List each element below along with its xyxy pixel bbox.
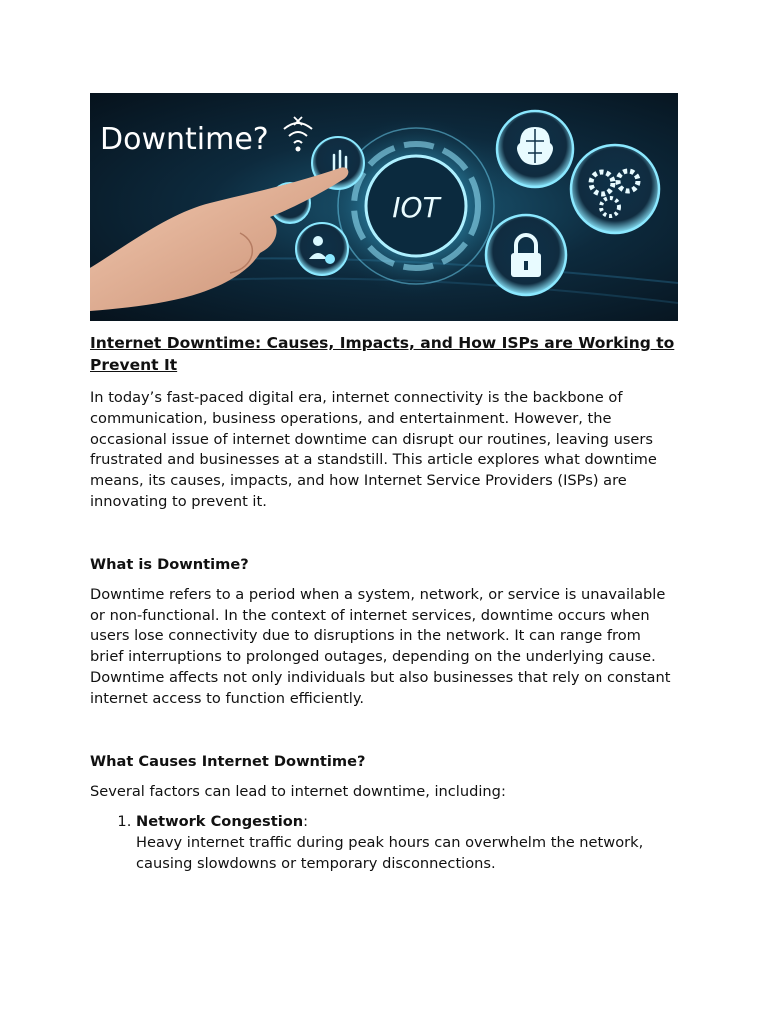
bubble-brain — [497, 111, 573, 187]
list-item-suffix: : — [303, 813, 309, 831]
section-heading-causes: What Causes Internet Downtime? — [90, 752, 366, 770]
hero-illustration — [90, 93, 678, 321]
bubble-user — [296, 223, 348, 275]
list-item-term: Network Congestion — [136, 813, 304, 831]
section-body-what-is-downtime: Downtime refers to a period when a system, network, or service is unavailable or non-functional. In the context of internet services, downtime occurs when users lose connectivity due to disruptions in the network. It can range from brief interruptions to prolonged outages, depending on the underlying cause. Downtime affects not only individuals but also businesses that rely on constant internet access to function efficiently. — [90, 585, 671, 707]
list-item — [136, 812, 678, 874]
wifi-off-icon — [284, 117, 312, 152]
hero-overlay-text: Downtime? — [100, 122, 269, 157]
section-body-causes: Several factors can lead to internet downtime, including: — [90, 782, 506, 800]
article-title: Internet Downtime: Causes, Impacts, and How ISPs are Working to Prevent It — [90, 334, 675, 374]
document-page — [90, 93, 678, 875]
iot-badge: IOT — [392, 191, 440, 224]
causes-list — [90, 812, 678, 874]
hero-image — [90, 93, 678, 321]
bubble-gears — [571, 145, 659, 233]
bubble-lock — [486, 215, 566, 295]
list-item-description: Heavy internet traffic during peak hours can overwhelm the network, causing slowdowns or temporary disconnections. — [136, 834, 644, 872]
article-intro: In today’s fast-paced digital era, internet connectivity is the backbone of communication, business operations, and entertainment. However, the occasional issue of internet downtime can disrupt our routines, leaving users frustrated and businesses at a standstill. This article explores what downtime means, its causes, impacts, and how Internet Service Providers (ISPs) are innovating to prevent it. — [90, 389, 657, 510]
section-heading-what-is-downtime: What is Downtime? — [90, 555, 249, 573]
